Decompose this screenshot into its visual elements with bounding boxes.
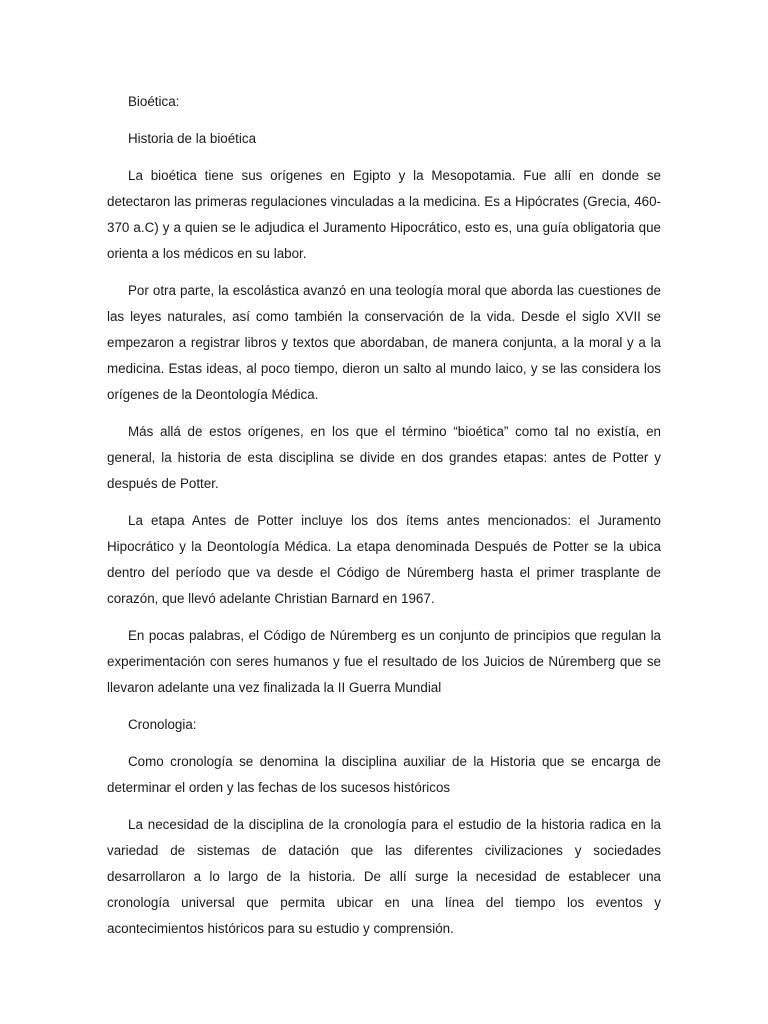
paragraph-cronologia-definicion: Como cronología se denomina la disciplina auxiliar de la Historia que se encarga de determinar el orden y las fechas de los sucesos históricos bbox=[107, 754, 661, 795]
document-body bbox=[107, 89, 661, 953]
paragraph-codigo-nuremberg: En pocas palabras, el Código de Núremberg es un conjunto de principios que regulan la experimentación con seres humanos y fue el resultado de los Juicios de Núremberg que se llevaron adelante una vez finalizada la II Guerra Mundial bbox=[107, 628, 661, 695]
paragraph-escolastica: Por otra parte, la escolástica avanzó en una teología moral que aborda las cuestiones de las leyes naturales, así como también la conservación de la vida. Desde el siglo XVII se empezaron a registrar libros y textos que abordaban, de manera conjunta, a la moral y a la medicina. Estas ideas, al poco tiempo, dieron un salto al mundo laico, y se las considera los orígenes de la Deontología Médica. bbox=[107, 283, 661, 402]
paragraph-etapas: Más allá de estos orígenes, en los que el término “bioética” como tal no existía, en general, la historia de esta disciplina se divide en dos grandes etapas: antes de Potter y después de Potter. bbox=[107, 424, 661, 491]
heading-cronologia: Cronologia: bbox=[128, 717, 197, 732]
paragraph-cronologia-necesidad: La necesidad de la disciplina de la cronología para el estudio de la historia radica en la variedad de sistemas de datación que las diferentes civilizaciones y sociedades desarrollaron a lo largo de la historia. De allí surge la necesidad de establecer una cronología universal que permita ubicar en una línea del tiempo los eventos y acontecimientos históricos para su estudio y comprensión. bbox=[107, 817, 661, 936]
heading-bioetica: Bioética: bbox=[128, 94, 180, 109]
paragraph-origenes: La bioética tiene sus orígenes en Egipto y la Mesopotamia. Fue allí en donde se detectaron las primeras regulaciones vinculadas a la medicina. Es a Hipócrates (Grecia, 460-370 a.C) y a quien se le adjudica el Juramento Hipocrático, esto es, una guía obligatoria que orienta a los médicos en su labor. bbox=[107, 168, 661, 261]
heading-historia: Historia de la bioética bbox=[128, 131, 257, 146]
paragraph-antes-despues-potter: La etapa Antes de Potter incluye los dos ítems antes mencionados: el Juramento Hipocrático y la Deontología Médica. La etapa denominada Después de Potter se la ubica dentro del período que va desde el Código de Núremberg hasta el primer trasplante de corazón, que llevó adelante Christian Barnard en 1967. bbox=[107, 513, 661, 606]
